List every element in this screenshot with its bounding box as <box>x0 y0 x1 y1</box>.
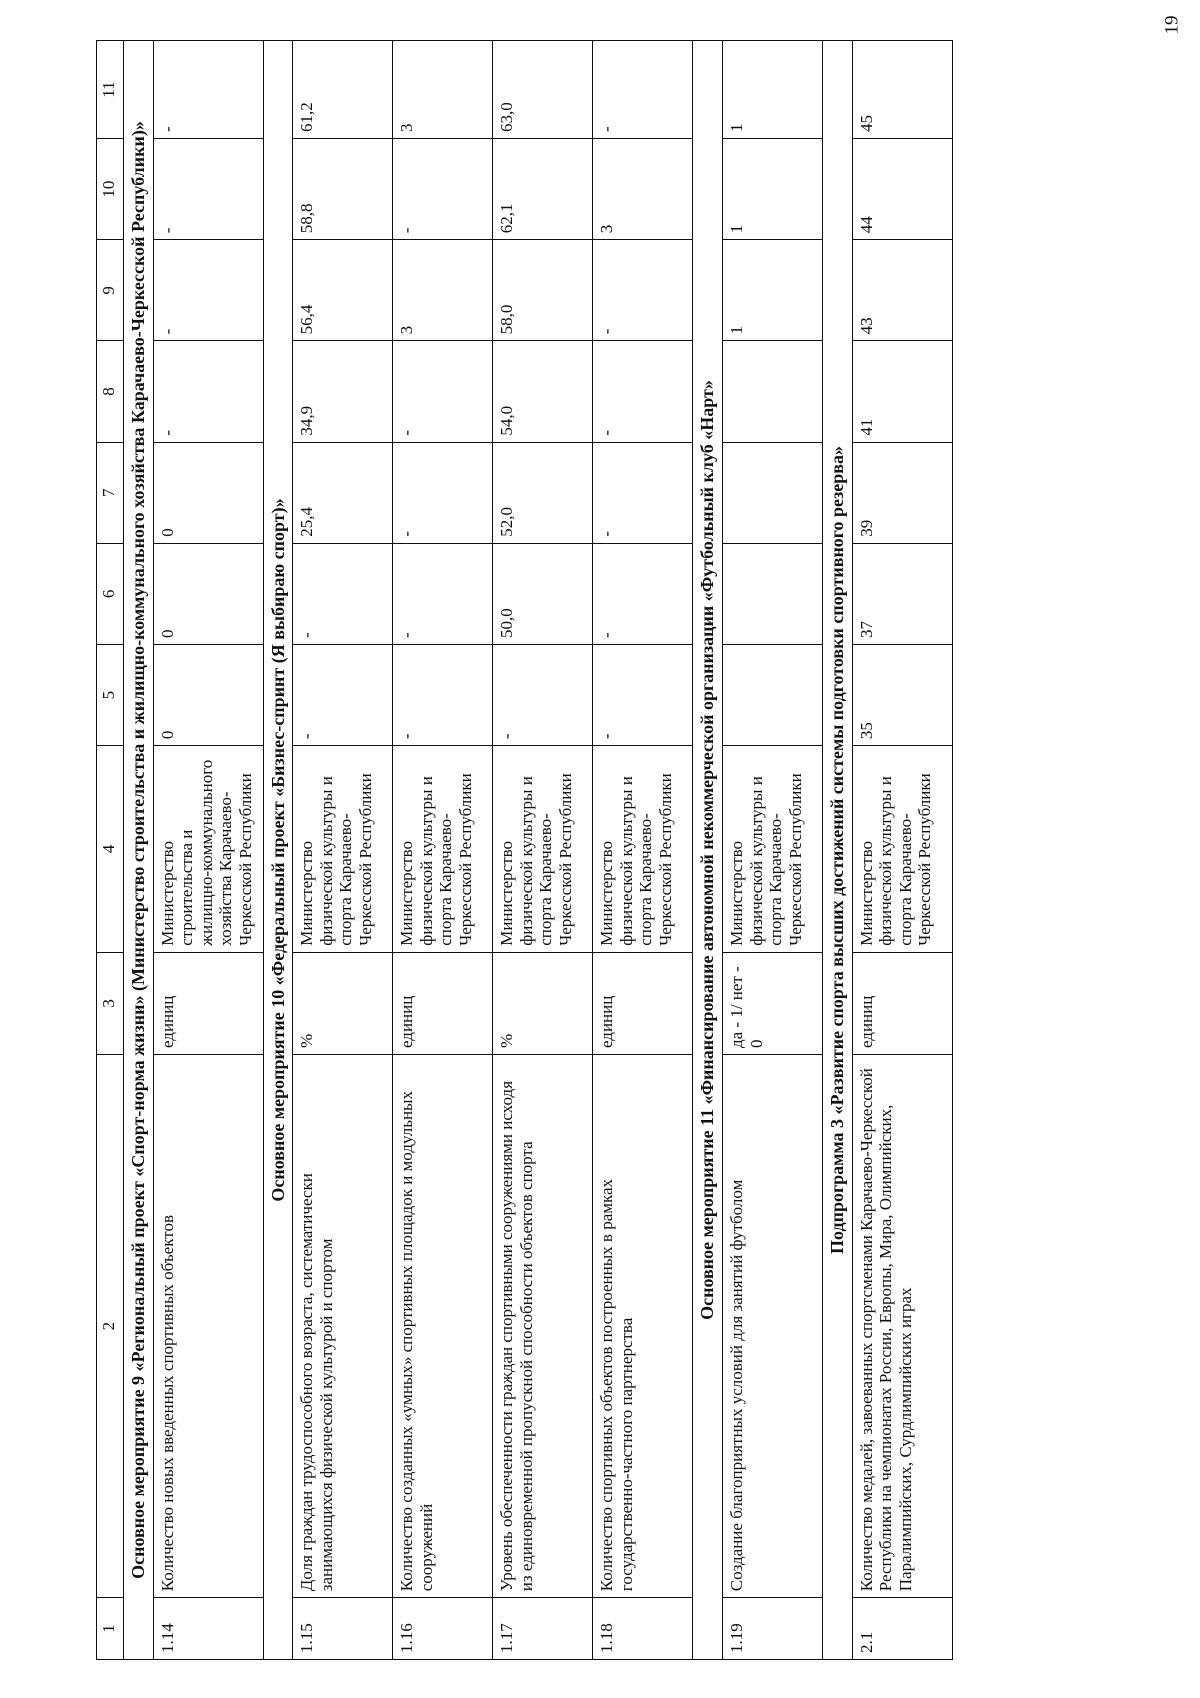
table-cell: - <box>593 644 693 745</box>
table-cell: - <box>153 139 263 240</box>
table-cell: Количество новых введенных спортивных объектов <box>153 1055 263 1598</box>
table-cell: - <box>593 442 693 543</box>
table-cell: да - 1/ нет - 0 <box>723 952 823 1054</box>
table-row <box>723 41 823 1660</box>
column-header: 8 <box>97 341 124 442</box>
table-cell: Министерство физической культуры и спорта Карачаево-Черкесской Республики <box>293 746 393 953</box>
table-cell: - <box>393 442 493 543</box>
table-cell: % <box>493 952 593 1054</box>
table-row <box>153 41 263 1660</box>
column-header: 3 <box>97 952 124 1054</box>
table-cell: - <box>593 543 693 644</box>
table-cell: 58,8 <box>293 139 393 240</box>
column-header: 1 <box>97 1598 124 1660</box>
table-cell: 1.18 <box>593 1598 693 1660</box>
table-cell: - <box>593 41 693 139</box>
table-cell: 3 <box>393 240 493 341</box>
table-cell: 1.19 <box>723 1598 823 1660</box>
table-cell: % <box>293 952 393 1054</box>
table-cell: - <box>153 341 263 442</box>
table-cell: 1 <box>723 240 823 341</box>
column-header: 11 <box>97 41 124 139</box>
section-title: Основное мероприятие 11 «Финансирование автономной некоммерческой организации «Футбольный клуб «Нарт» <box>693 41 723 1660</box>
table-cell: Министерство физической культуры и спорта Карачаево-Черкесской Республики <box>393 746 493 953</box>
table-cell: 62,1 <box>493 139 593 240</box>
table-row <box>393 41 493 1660</box>
table-cell: Количество спортивных объектов построенных в рамках государственно-частного партнерства <box>593 1055 693 1598</box>
table-cell: Уровень обеспеченности граждан спортивными сооружениями исходя из единовременной пропускной способности объектов спорта <box>493 1055 593 1598</box>
table-cell: - <box>153 41 263 139</box>
table-cell: - <box>293 644 393 745</box>
table-cell: 43 <box>852 240 952 341</box>
table-cell <box>723 442 823 543</box>
column-header: 2 <box>97 1055 124 1598</box>
table-cell: - <box>293 543 393 644</box>
table-cell: - <box>153 240 263 341</box>
page-number: 19 <box>1161 15 1183 35</box>
table-cell: - <box>393 644 493 745</box>
table-cell: - <box>393 341 493 442</box>
column-header: 6 <box>97 543 124 644</box>
table-cell: 0 <box>153 644 263 745</box>
table-row <box>852 41 952 1660</box>
table-cell: 34,9 <box>293 341 393 442</box>
table-cell: - <box>493 644 593 745</box>
table-cell: 1.14 <box>153 1598 263 1660</box>
table-cell: - <box>593 240 693 341</box>
table-row <box>293 41 393 1660</box>
header-row <box>97 41 124 1660</box>
table-cell: - <box>393 543 493 644</box>
table-cell: единиц <box>153 952 263 1054</box>
section-title-row <box>263 41 293 1660</box>
table-cell: Доля граждан трудоспособного возраста, систематически занимающихся физической культурой и спортом <box>293 1055 393 1598</box>
table-cell: Создание благоприятных условий для занятий футболом <box>723 1055 823 1598</box>
table-cell: единиц <box>593 952 693 1054</box>
table-row <box>593 41 693 1660</box>
indicators-table <box>96 40 953 1660</box>
section-title-row <box>823 41 853 1660</box>
table-cell: 52,0 <box>493 442 593 543</box>
column-header: 4 <box>97 746 124 953</box>
table-cell: 0 <box>153 442 263 543</box>
table-cell <box>723 543 823 644</box>
rotated-table-wrapper <box>96 40 1106 1660</box>
table-cell: единиц <box>852 952 952 1054</box>
table-cell: - <box>593 341 693 442</box>
section-title-row <box>124 41 154 1660</box>
table-cell: 56,4 <box>293 240 393 341</box>
column-header: 9 <box>97 240 124 341</box>
table-cell: Министерство физической культуры и спорта Карачаево-Черкесской Республики <box>593 746 693 953</box>
table-cell: 44 <box>852 139 952 240</box>
table-cell: 3 <box>393 41 493 139</box>
section-title: Основное мероприятие 10 «Федеральный проект «Бизнес-спринт (Я выбираю спорт)» <box>263 41 293 1660</box>
table-cell: Министерство физической культуры и спорта Карачаево-Черкесской Республики <box>723 746 823 953</box>
table-cell: 35 <box>852 644 952 745</box>
column-header: 10 <box>97 139 124 240</box>
section-title: Основное мероприятие 9 «Региональный проект «Спорт-норма жизни» (Министерство строительства и жилищно-коммунального хозяйства Карачаево-Черкесской Республики)» <box>124 41 154 1660</box>
table-cell: 61,2 <box>293 41 393 139</box>
table-cell: 2.1 <box>852 1598 952 1660</box>
table-cell: 45 <box>852 41 952 139</box>
table-cell: 25,4 <box>293 442 393 543</box>
table-row <box>493 41 593 1660</box>
column-header: 5 <box>97 644 124 745</box>
section-title-row <box>693 41 723 1660</box>
table-cell: 1.15 <box>293 1598 393 1660</box>
table-cell: единиц <box>393 952 493 1054</box>
table-cell: - <box>393 139 493 240</box>
table-cell: Министерство строительства и жилищно-коммунального хозяйства Карачаево-Черкесской Республики <box>153 746 263 953</box>
table-cell: 63,0 <box>493 41 593 139</box>
table-cell: 0 <box>153 543 263 644</box>
column-header: 7 <box>97 442 124 543</box>
table-cell <box>723 341 823 442</box>
table-cell <box>723 644 823 745</box>
table-cell: 54,0 <box>493 341 593 442</box>
table-cell: 3 <box>593 139 693 240</box>
table-cell: 41 <box>852 341 952 442</box>
table-cell: Министерство физической культуры и спорта Карачаево-Черкесской Республики <box>852 746 952 953</box>
table-cell: Количество созданных «умных» спортивных площадок и модульных сооружений <box>393 1055 493 1598</box>
table-cell: 58,0 <box>493 240 593 341</box>
table-cell: 1.16 <box>393 1598 493 1660</box>
section-title: Подпрограмма 3 «Развитие спорта высших достижений системы подготовки спортивного резерва» <box>823 41 853 1660</box>
table-cell: 1 <box>723 139 823 240</box>
table-cell: 1.17 <box>493 1598 593 1660</box>
table-cell: Количество медалей, завоеванных спортсменами Карачаево-Черкесской Республики на чемпионатах России, Европы, Мира, Олимпийских, Паралимпийских, Сурдлимпийских играх <box>852 1055 952 1598</box>
table-cell: Министерство физической культуры и спорта Карачаево-Черкесской Республики <box>493 746 593 953</box>
table-cell: 1 <box>723 41 823 139</box>
table-cell: 39 <box>852 442 952 543</box>
table-cell: 50,0 <box>493 543 593 644</box>
table-cell: 37 <box>852 543 952 644</box>
